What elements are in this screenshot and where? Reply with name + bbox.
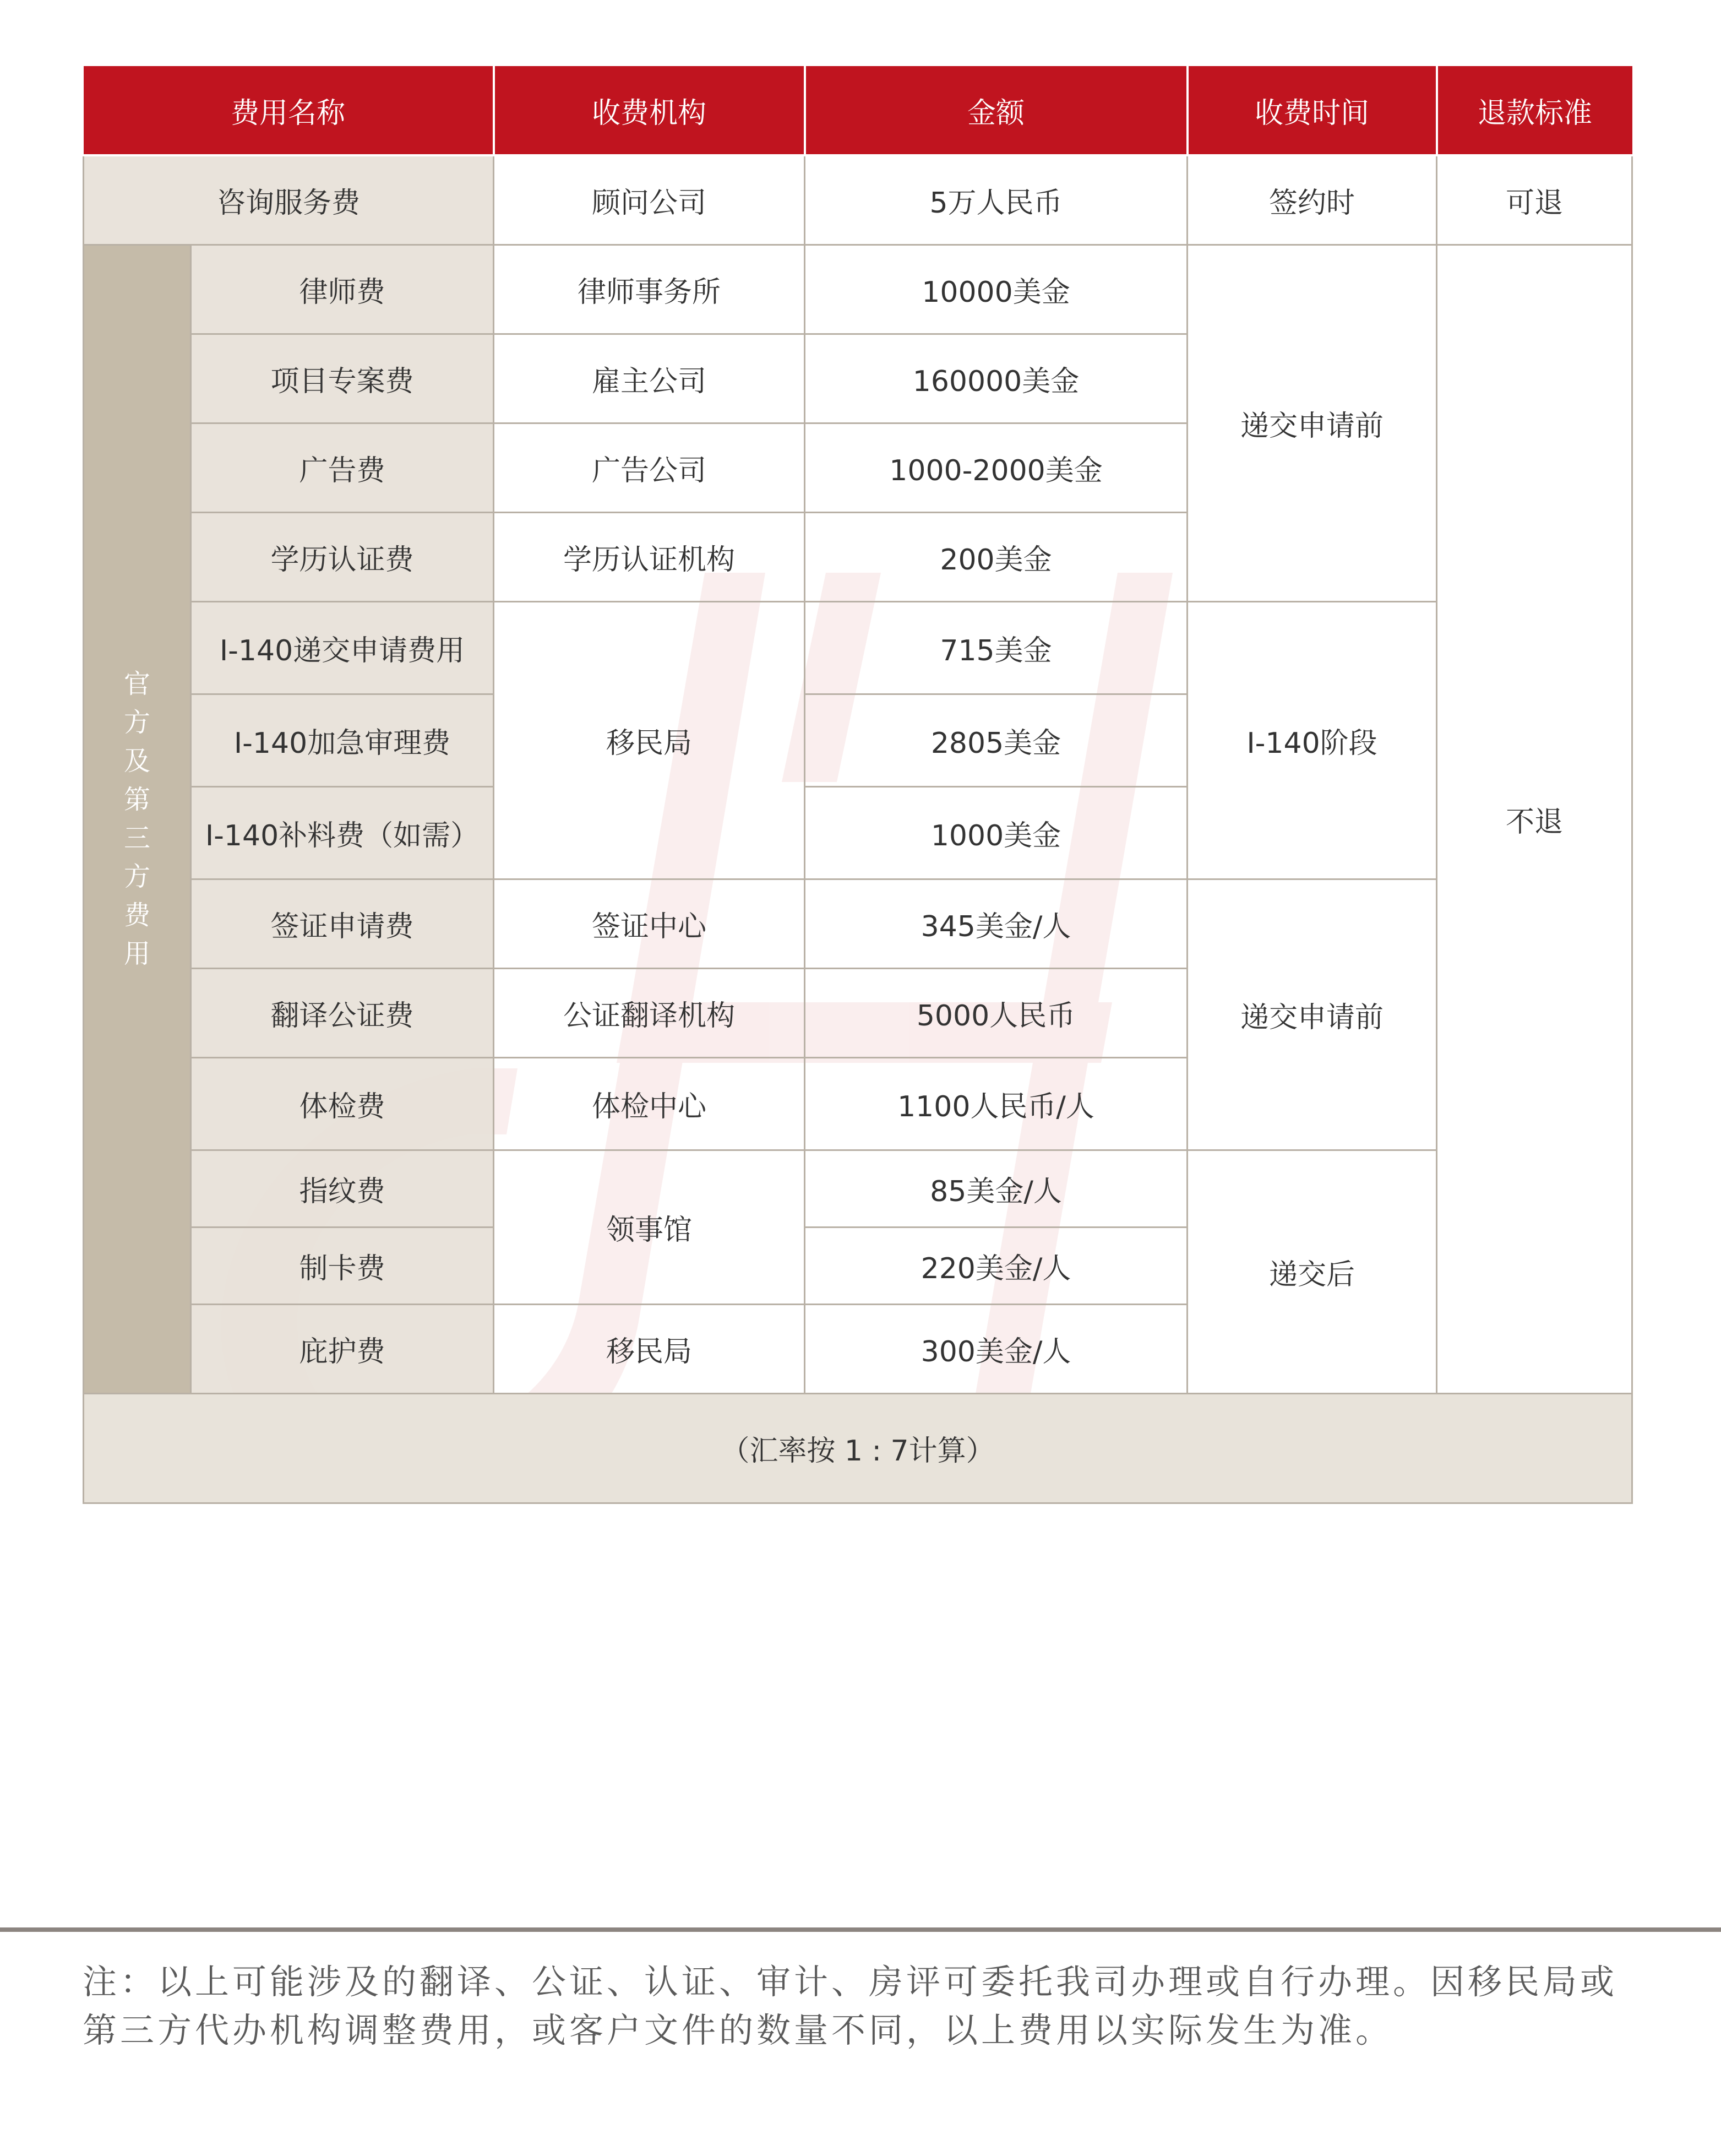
row-org: 雇主公司: [494, 334, 805, 423]
row-org: 学历认证机构: [494, 512, 805, 601]
row-amount: 1000美金: [805, 786, 1188, 879]
table-row: [84, 879, 1632, 968]
time-before-submit-2: 递交申请前: [1188, 879, 1437, 1150]
row-amount: 220美金/人: [805, 1227, 1188, 1304]
table-row: [84, 1150, 1632, 1227]
row-name: I-140补料费（如需）: [191, 786, 494, 879]
consult-refund: 可退: [1437, 155, 1632, 245]
header-amount: 金额: [805, 66, 1188, 155]
table-row: [84, 245, 1632, 334]
header-fee-name: 费用名称: [84, 66, 494, 155]
exchange-note: （汇率按 1 : 7计算）: [84, 1393, 1632, 1503]
row-name: I-140递交申请费用: [191, 601, 494, 694]
header-org: 收费机构: [494, 66, 805, 155]
row-name: 广告费: [191, 423, 494, 512]
row-name: 项目专案费: [191, 334, 494, 423]
row-org: 公证翻译机构: [494, 968, 805, 1057]
table-row: [84, 601, 1632, 694]
table-row: [84, 155, 1632, 245]
row-org: 体检中心: [494, 1057, 805, 1150]
exchange-row: [84, 1393, 1632, 1503]
row-name: 制卡费: [191, 1227, 494, 1304]
row-amount: 345美金/人: [805, 879, 1188, 968]
header-time: 收费时间: [1188, 66, 1437, 155]
row-amount: 1000-2000美金: [805, 423, 1188, 512]
row-amount: 5000人民币: [805, 968, 1188, 1057]
row-name: 律师费: [191, 245, 494, 334]
time-after-submit: 递交后: [1188, 1150, 1437, 1393]
row-amount: 160000美金: [805, 334, 1188, 423]
row-org: 移民局: [494, 1304, 805, 1393]
row-amount: 200美金: [805, 512, 1188, 601]
consult-amount: 5万人民币: [805, 155, 1188, 245]
row-amount: 2805美金: [805, 694, 1188, 786]
row-name: 翻译公证费: [191, 968, 494, 1057]
side-category-label: 官方及第三方费用: [123, 669, 150, 969]
row-amount: 10000美金: [805, 245, 1188, 334]
row-amount: 85美金/人: [805, 1150, 1188, 1227]
row-org: 移民局: [494, 601, 805, 879]
row-amount: 715美金: [805, 601, 1188, 694]
row-name: 庇护费: [191, 1304, 494, 1393]
side-category: [84, 245, 191, 1393]
consult-time: 签约时: [1188, 155, 1437, 245]
row-org: 签证中心: [494, 879, 805, 968]
header-refund: 退款标准: [1437, 66, 1632, 155]
consult-name: 咨询服务费: [84, 155, 494, 245]
row-org: 律师事务所: [494, 245, 805, 334]
row-org: 领事馆: [494, 1150, 805, 1304]
header-row: [84, 66, 1632, 155]
row-name: 学历认证费: [191, 512, 494, 601]
refund-no: 不退: [1437, 245, 1632, 1393]
consult-org: 顾问公司: [494, 155, 805, 245]
time-before-submit-1: 递交申请前: [1188, 245, 1437, 601]
row-name: 指纹费: [191, 1150, 494, 1227]
row-name: I-140加急审理费: [191, 694, 494, 786]
row-name: 签证申请费: [191, 879, 494, 968]
divider: [0, 1927, 1721, 1932]
footnote: 注：以上可能涉及的翻译、公证、认证、审计、房评可委托我司办理或自行办理。因移民局或第三方代办机构调整费用，或客户文件的数量不同，以上费用以实际发生为准。: [83, 1962, 1618, 2050]
row-amount: 300美金/人: [805, 1304, 1188, 1393]
row-org: 广告公司: [494, 423, 805, 512]
row-amount: 1100人民币/人: [805, 1057, 1188, 1150]
row-name: 体检费: [191, 1057, 494, 1150]
time-i140-stage: I-140阶段: [1188, 601, 1437, 879]
fee-table: [83, 66, 1633, 1504]
